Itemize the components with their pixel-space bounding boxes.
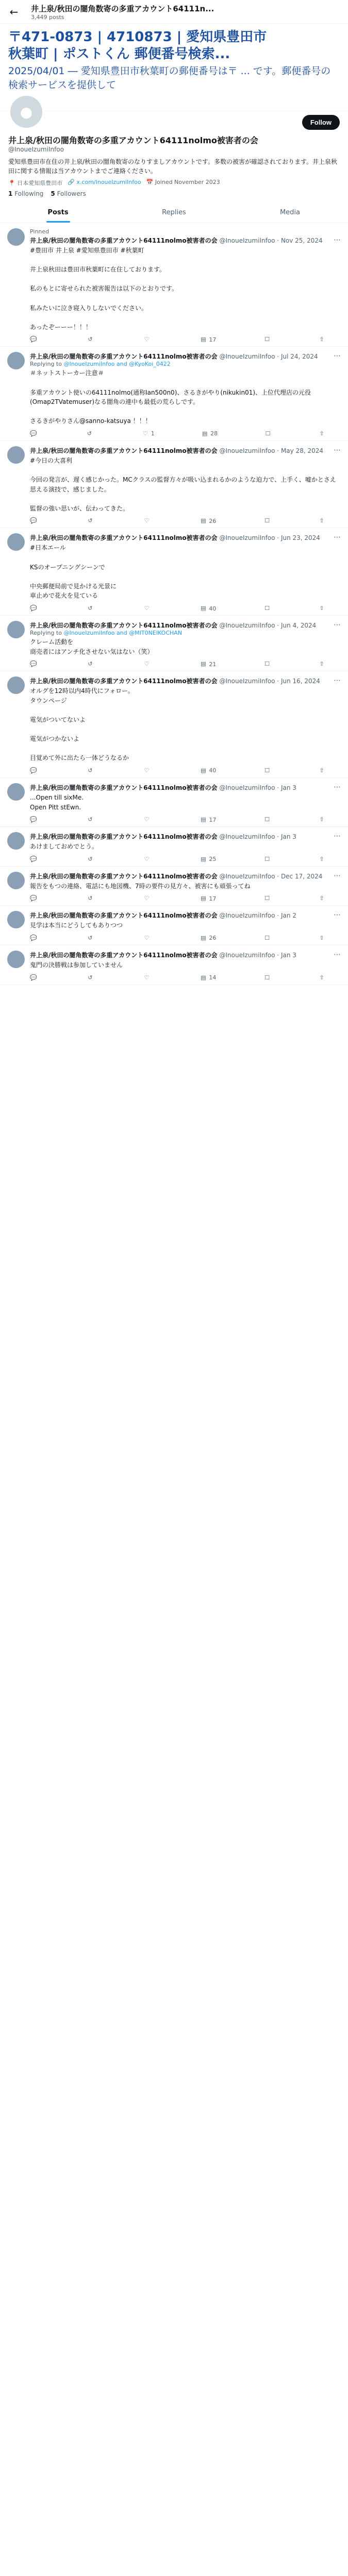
reply-icon: 💬 bbox=[30, 605, 37, 612]
tweet-meta: @InoueIzumiInfoo · Jun 4, 2024 bbox=[219, 622, 317, 630]
more-options-icon[interactable]: ⋯ bbox=[334, 236, 341, 244]
repost-icon: ↺ bbox=[88, 974, 93, 981]
tweet-avatar[interactable] bbox=[7, 951, 25, 968]
heart-icon: ♡ bbox=[144, 660, 150, 668]
more-options-icon[interactable]: ⋯ bbox=[334, 832, 341, 841]
bookmark-button[interactable] bbox=[263, 660, 271, 668]
tweet-meta: @InoueIzumiInfoo · Jan 2 bbox=[219, 912, 296, 920]
reply-icon: 💬 bbox=[30, 430, 37, 437]
share-icon: ⇧ bbox=[319, 767, 324, 774]
tweet[interactable] bbox=[0, 906, 348, 945]
repost-icon: ↺ bbox=[88, 895, 93, 902]
views-icon: ▤ bbox=[201, 855, 206, 862]
reply-button[interactable] bbox=[30, 430, 39, 437]
tweet-meta: @InoueIzumiInfoo · Nov 25, 2024 bbox=[219, 237, 323, 244]
tweet-text: 報告をもつの連絡、電話にも地図機、7時の要件の見方々、被害にも頑張ってね bbox=[30, 882, 251, 890]
repost-icon: ↺ bbox=[88, 767, 93, 774]
more-options-icon[interactable]: ⋯ bbox=[334, 446, 341, 454]
share-icon: ⇧ bbox=[319, 336, 324, 343]
location-text: 📍 日本愛知県豊田市 bbox=[8, 180, 63, 187]
banner-line1: 〒471-0873 | 4710873 | 愛知県豊田市 bbox=[8, 29, 267, 45]
reply-icon: 💬 bbox=[30, 517, 37, 524]
joined-text: 📅 Joined November 2023 bbox=[146, 179, 220, 185]
tweet[interactable] bbox=[0, 347, 348, 441]
tweet-author[interactable]: 井上泉/秋田の闇角数寄の多重アカウント64111nolmo被害者の会 bbox=[30, 534, 218, 542]
share-button[interactable] bbox=[318, 605, 325, 612]
banner-line2: 秋葉町 | ポストくん 郵便番号検索... bbox=[8, 46, 230, 62]
repost-button[interactable] bbox=[87, 974, 96, 981]
like-button[interactable] bbox=[143, 895, 153, 902]
heart-icon: ♡ bbox=[144, 974, 150, 981]
tweet-author[interactable]: 井上泉/秋田の闇角数寄の多重アカウント64111nolmo被害者の会 bbox=[30, 951, 218, 959]
share-button[interactable] bbox=[318, 430, 325, 437]
like-button[interactable] bbox=[143, 935, 153, 942]
topbar-title: 井上泉/秋田の闇角数寄の多重アカウント64111n... bbox=[31, 4, 214, 13]
repost-button[interactable] bbox=[86, 430, 95, 437]
reply-icon: 💬 bbox=[30, 816, 37, 823]
views-button[interactable]: ▤ 25 bbox=[201, 855, 217, 863]
reply-icon: 💬 bbox=[30, 934, 37, 941]
tab-posts[interactable]: Posts bbox=[0, 202, 116, 223]
repost-icon: ↺ bbox=[88, 336, 93, 343]
views-button[interactable]: ▤ 40 bbox=[201, 767, 217, 774]
profile-bio: 愛知県豊田市在住の井上泉/秋田の闇角数寄のなりすましアカウントです。多数の被害が確認されております。井上泉秋田に関する情報は当アカウントまでご連絡ください。 bbox=[8, 158, 338, 175]
tweet[interactable] bbox=[0, 778, 348, 827]
views-icon: ▤ bbox=[201, 660, 206, 668]
reply-icon: 💬 bbox=[30, 974, 37, 981]
like-button[interactable] bbox=[143, 856, 153, 863]
tweet-text: #豊田市 井上泉 #愛知県豊田市 #秋葉町 井上泉秋田は豊田市秋葉町に在住しております。 私のもとに寄せられた被害報告は以下のとおりです。 私みたいに泣き寝入りしないでください。 あったぞーーー！！！ bbox=[30, 247, 178, 331]
views-button[interactable]: ▤ 14 bbox=[201, 974, 217, 981]
reply-icon: 💬 bbox=[30, 895, 37, 902]
bookmark-button[interactable] bbox=[263, 517, 271, 524]
tweet-avatar[interactable] bbox=[7, 911, 25, 928]
tweet-avatar[interactable] bbox=[7, 352, 25, 369]
like-button[interactable] bbox=[143, 816, 153, 823]
tweet-text: あけましておめでとう。 bbox=[30, 843, 98, 851]
tweet-meta: @InoueIzumiInfoo · Jul 24, 2024 bbox=[219, 353, 318, 361]
more-options-icon[interactable]: ⋯ bbox=[334, 783, 341, 791]
followers-link[interactable]: 5 Followers bbox=[51, 190, 86, 197]
reply-to: Replying to @InoueIzumiInfoo and @MIT0NEIKOCHAN bbox=[30, 630, 183, 637]
bookmark-icon: ☐ bbox=[264, 605, 270, 612]
share-button[interactable] bbox=[318, 767, 325, 774]
bookmark-icon: ☐ bbox=[264, 855, 270, 862]
share-button[interactable] bbox=[318, 336, 325, 343]
repost-button[interactable] bbox=[87, 816, 96, 823]
views-button[interactable]: ▤ 26 bbox=[201, 934, 217, 942]
banner-line3: 2025/04/01 ― 愛知県豊田市秋葉町の郵便番号は〒 ... です。郵便番号の検索サービスを提供して bbox=[8, 65, 331, 91]
tweet-meta: @InoueIzumiInfoo · Jan 3 bbox=[219, 833, 296, 841]
more-options-icon[interactable]: ⋯ bbox=[334, 911, 341, 920]
posts-count: 3,449 posts bbox=[31, 13, 64, 21]
reply-button[interactable] bbox=[30, 767, 39, 774]
share-icon: ⇧ bbox=[319, 605, 324, 612]
more-options-icon[interactable]: ⋯ bbox=[334, 950, 341, 959]
profile-section bbox=[0, 94, 348, 202]
tweet-author[interactable]: 井上泉/秋田の闇角数寄の多重アカウント64111nolmo被害者の会 bbox=[30, 353, 218, 361]
like-button[interactable] bbox=[143, 336, 153, 343]
back-arrow-icon[interactable]: ← bbox=[9, 5, 19, 18]
reply-to-link[interactable]: @InoueIzumiInfoo and @KyoKoi_0422 bbox=[63, 361, 171, 368]
share-button[interactable] bbox=[318, 895, 325, 902]
views-icon: ▤ bbox=[201, 517, 206, 524]
repost-icon: ↺ bbox=[88, 934, 93, 941]
share-button[interactable] bbox=[318, 660, 325, 668]
heart-icon: ♡ bbox=[144, 517, 150, 524]
more-options-icon[interactable]: ⋯ bbox=[334, 352, 341, 361]
tweet-meta: @InoueIzumiInfoo · Jan 3 bbox=[219, 951, 296, 959]
tweet-text: #日本エール KSのオープニングシーンで 中央郵便局前で見かける光景に 車止めで花火を見ている bbox=[30, 544, 117, 600]
repost-button[interactable] bbox=[87, 935, 96, 942]
tweet-text: 鬼門の決勝戦は参加していません bbox=[30, 961, 123, 969]
bookmark-icon: ☐ bbox=[264, 895, 270, 902]
tweet-avatar[interactable] bbox=[7, 446, 25, 464]
views-icon: ▤ bbox=[201, 605, 206, 612]
tweet-author[interactable]: 井上泉/秋田の闇角数寄の多重アカウント64111nolmo被害者の会 bbox=[30, 622, 218, 630]
tweet-actions bbox=[30, 660, 341, 668]
bookmark-button[interactable] bbox=[264, 430, 272, 437]
repost-icon: ↺ bbox=[88, 660, 93, 668]
repost-button[interactable] bbox=[87, 856, 96, 863]
tweet-avatar[interactable] bbox=[7, 228, 25, 246]
profile-link[interactable]: 🔗 x.com/InoueIzumiInfoo bbox=[68, 179, 141, 185]
tweet-author[interactable]: 井上泉/秋田の闇角数寄の多重アカウント64111nolmo被害者の会 bbox=[30, 237, 218, 244]
heart-icon: ♡ bbox=[142, 430, 148, 437]
pinned-label: Pinned bbox=[30, 228, 49, 235]
like-button[interactable] bbox=[143, 767, 153, 774]
reply-button[interactable] bbox=[30, 895, 39, 902]
bookmark-icon: ☐ bbox=[264, 660, 270, 668]
tweet-text: ...Open till sixMe. Open Pitt stEwn. bbox=[30, 793, 84, 811]
tweet-actions bbox=[30, 974, 341, 981]
views-button[interactable]: ▤ 17 bbox=[201, 816, 217, 823]
tab-media[interactable]: Media bbox=[279, 209, 301, 216]
tweet-author[interactable]: 井上泉/秋田の闇角数寄の多重アカウント64111nolmo被害者の会 bbox=[30, 447, 218, 454]
share-icon: ⇧ bbox=[319, 816, 324, 823]
tweet-author[interactable]: 井上泉/秋田の闇角数寄の多重アカウント64111nolmo被害者の会 bbox=[30, 912, 218, 920]
more-options-icon[interactable]: ⋯ bbox=[334, 533, 341, 542]
share-button[interactable] bbox=[318, 517, 325, 524]
avatar[interactable]: ● bbox=[8, 94, 44, 130]
tweet-text: オルグを12時以内4時代にフォロー。 タウンページ 電気がついてないよ 電気がつかないよ 目覚めて外に出たら一体どうなるか bbox=[30, 687, 134, 762]
reply-icon: 💬 bbox=[30, 767, 37, 774]
more-options-icon[interactable]: ⋯ bbox=[334, 871, 341, 880]
reply-button[interactable] bbox=[30, 517, 39, 524]
tweet-meta: @InoueIzumiInfoo · Jun 23, 2024 bbox=[219, 534, 320, 542]
bookmark-button[interactable] bbox=[263, 816, 271, 823]
views-icon: ▤ bbox=[202, 430, 208, 437]
tweet-author[interactable]: 井上泉/秋田の闇角数寄の多重アカウント64111nolmo被害者の会 bbox=[30, 784, 218, 791]
heart-icon: ♡ bbox=[144, 934, 150, 941]
profile-tabs bbox=[0, 202, 348, 223]
tweet-meta: @InoueIzumiInfoo · Dec 17, 2024 bbox=[219, 872, 323, 880]
share-button[interactable] bbox=[318, 935, 325, 942]
heart-icon: ♡ bbox=[144, 855, 150, 862]
tweet-actions bbox=[30, 767, 341, 774]
tweet-author[interactable]: 井上泉/秋田の闇角数寄の多重アカウント64111nolmo被害者の会 bbox=[30, 833, 218, 841]
reply-button[interactable] bbox=[30, 336, 39, 343]
tweet-actions bbox=[30, 895, 341, 902]
reply-button[interactable] bbox=[30, 856, 39, 863]
like-button[interactable] bbox=[143, 605, 153, 612]
repost-icon: ↺ bbox=[88, 517, 93, 524]
tab-replies[interactable]: Replies bbox=[162, 209, 186, 216]
more-options-icon[interactable]: ⋯ bbox=[334, 676, 341, 685]
heart-icon: ♡ bbox=[144, 336, 150, 343]
tweet-avatar[interactable] bbox=[7, 832, 25, 850]
views-icon: ▤ bbox=[201, 767, 206, 774]
bookmark-button[interactable] bbox=[263, 895, 271, 902]
reply-to-link[interactable]: @InoueIzumiInfoo and @MIT0NEIKOCHAN bbox=[63, 630, 183, 637]
bookmark-button[interactable] bbox=[263, 974, 271, 981]
bookmark-icon: ☐ bbox=[264, 767, 270, 774]
tweet-actions bbox=[30, 336, 341, 343]
follow-button[interactable]: Follow bbox=[302, 115, 340, 130]
share-icon: ⇧ bbox=[319, 430, 324, 437]
views-button[interactable]: ▤ 26 bbox=[201, 517, 217, 524]
heart-icon: ♡ bbox=[144, 895, 150, 902]
share-button[interactable] bbox=[318, 856, 325, 863]
like-button[interactable]: ♡ 1 bbox=[142, 430, 155, 437]
tweet-meta: @InoueIzumiInfoo · Jan 3 bbox=[219, 784, 296, 791]
repost-button[interactable] bbox=[87, 517, 96, 524]
tweet-text: ＃ネットストーカー注意＃ 多重アカウント使いの64111nolmo(通称Ian500n0)、さるきがやり(nikukin01)、上位代理店の元役(Omap2TVatemuser)なる闇角の連中も最低の荒らしです。 さるきがやりさん@sanno-katsuya ！！！ bbox=[30, 369, 311, 425]
share-icon: ⇧ bbox=[319, 895, 324, 902]
views-icon: ▤ bbox=[201, 336, 206, 343]
reply-to: Replying to @InoueIzumiInfoo and @KyoKoi_0422 bbox=[30, 361, 171, 368]
views-icon: ▤ bbox=[201, 816, 206, 823]
timeline bbox=[0, 223, 348, 985]
tweet-actions bbox=[30, 517, 341, 524]
share-icon: ⇧ bbox=[319, 934, 324, 941]
tweet-actions bbox=[30, 935, 341, 942]
top-bar bbox=[0, 0, 348, 24]
repost-icon: ↺ bbox=[88, 605, 93, 612]
share-icon: ⇧ bbox=[319, 660, 324, 668]
tweet[interactable] bbox=[0, 616, 348, 671]
repost-button[interactable] bbox=[87, 895, 96, 902]
tweet-actions bbox=[30, 605, 341, 612]
views-button[interactable]: ▤ 17 bbox=[201, 895, 217, 902]
tweet-avatar[interactable] bbox=[7, 872, 25, 889]
share-icon: ⇧ bbox=[319, 855, 324, 862]
views-icon: ▤ bbox=[201, 895, 206, 902]
like-button[interactable] bbox=[143, 974, 153, 981]
tweet[interactable] bbox=[0, 223, 348, 347]
views-button[interactable]: ▤ 17 bbox=[201, 336, 217, 343]
bookmark-button[interactable] bbox=[263, 336, 271, 343]
tweet-actions bbox=[30, 856, 341, 863]
heart-icon: ♡ bbox=[144, 767, 150, 774]
repost-button[interactable] bbox=[87, 605, 96, 612]
bookmark-button[interactable] bbox=[263, 767, 271, 774]
reply-button[interactable] bbox=[30, 935, 39, 942]
bookmark-button[interactable] bbox=[263, 605, 271, 612]
tweet[interactable] bbox=[0, 528, 348, 616]
bookmark-icon: ☐ bbox=[264, 934, 270, 941]
tweet[interactable] bbox=[0, 867, 348, 906]
views-button[interactable]: ▤ 21 bbox=[201, 660, 217, 668]
tweet-avatar[interactable] bbox=[7, 621, 25, 638]
bookmark-button[interactable] bbox=[263, 856, 271, 863]
repost-button[interactable] bbox=[87, 767, 96, 774]
tweet-avatar[interactable] bbox=[7, 676, 25, 694]
tweet-text: #今日の大喜利 今回の発言が、遅く感じかった。MCクラスの監督方々が吸い込まれるかのような迫力で、上手く、嘘かとさえ思える演技で、感じました。 監督の強い思いが、伝わってきた。 bbox=[30, 456, 336, 512]
views-button[interactable]: ▤ 40 bbox=[201, 605, 217, 612]
reply-icon: 💬 bbox=[30, 336, 37, 343]
bookmark-icon: ☐ bbox=[265, 430, 271, 437]
repost-icon: ↺ bbox=[88, 816, 93, 823]
tweet[interactable] bbox=[0, 441, 348, 529]
tweet-actions bbox=[30, 816, 341, 823]
tweet-text: クレーム活動を 商売者にはアンチ化させない気はない（笑） bbox=[30, 638, 154, 655]
profile-name: 井上泉/秋田の闇角数寄の多重アカウント64111nolmo被害者の会 bbox=[8, 135, 258, 145]
tweet[interactable] bbox=[0, 827, 348, 867]
repost-button[interactable] bbox=[87, 660, 96, 668]
tweet-meta: @InoueIzumiInfoo · May 28, 2024 bbox=[219, 447, 323, 454]
reply-button[interactable] bbox=[30, 816, 39, 823]
reply-button[interactable] bbox=[30, 974, 39, 981]
like-button[interactable] bbox=[143, 660, 153, 668]
profile-handle: @InoueIzumiInfoo bbox=[8, 146, 64, 153]
tweet[interactable] bbox=[0, 945, 348, 985]
bookmark-icon: ☐ bbox=[264, 517, 270, 524]
bookmark-icon: ☐ bbox=[264, 816, 270, 823]
views-button[interactable]: ▤ 28 bbox=[202, 430, 218, 437]
reply-icon: 💬 bbox=[30, 855, 37, 862]
more-options-icon[interactable]: ⋯ bbox=[334, 621, 341, 630]
reply-button[interactable] bbox=[30, 605, 39, 612]
tweet-text: 見学は本当にどうしてもありつつ bbox=[30, 922, 123, 929]
repost-icon: ↺ bbox=[88, 855, 93, 862]
tweet-author[interactable]: 井上泉/秋田の闇角数寄の多重アカウント64111nolmo被害者の会 bbox=[30, 872, 218, 880]
reply-icon: 💬 bbox=[30, 660, 37, 668]
share-icon: ⇧ bbox=[319, 517, 324, 524]
tweet-meta: @InoueIzumiInfoo · Jun 16, 2024 bbox=[219, 677, 320, 685]
share-icon: ⇧ bbox=[319, 974, 324, 981]
like-button[interactable] bbox=[143, 517, 153, 524]
share-button[interactable] bbox=[318, 816, 325, 823]
bookmark-button[interactable] bbox=[263, 935, 271, 942]
reply-button[interactable] bbox=[30, 660, 39, 668]
bookmark-icon: ☐ bbox=[264, 336, 270, 343]
tweet-avatar[interactable] bbox=[7, 783, 25, 801]
share-button[interactable] bbox=[318, 974, 325, 981]
tweet-actions bbox=[30, 430, 341, 437]
heart-icon: ♡ bbox=[144, 605, 150, 612]
bookmark-icon: ☐ bbox=[264, 974, 270, 981]
repost-button[interactable] bbox=[87, 336, 96, 343]
tweet[interactable] bbox=[0, 671, 348, 778]
following-link[interactable]: 1 Following bbox=[8, 190, 44, 197]
repost-icon: ↺ bbox=[87, 430, 92, 437]
views-icon: ▤ bbox=[201, 934, 206, 941]
tweet-author[interactable]: 井上泉/秋田の闇角数寄の多重アカウント64111nolmo被害者の会 bbox=[30, 677, 218, 685]
views-icon: ▤ bbox=[201, 974, 206, 981]
heart-icon: ♡ bbox=[144, 816, 150, 823]
tweet-avatar[interactable] bbox=[7, 533, 25, 551]
